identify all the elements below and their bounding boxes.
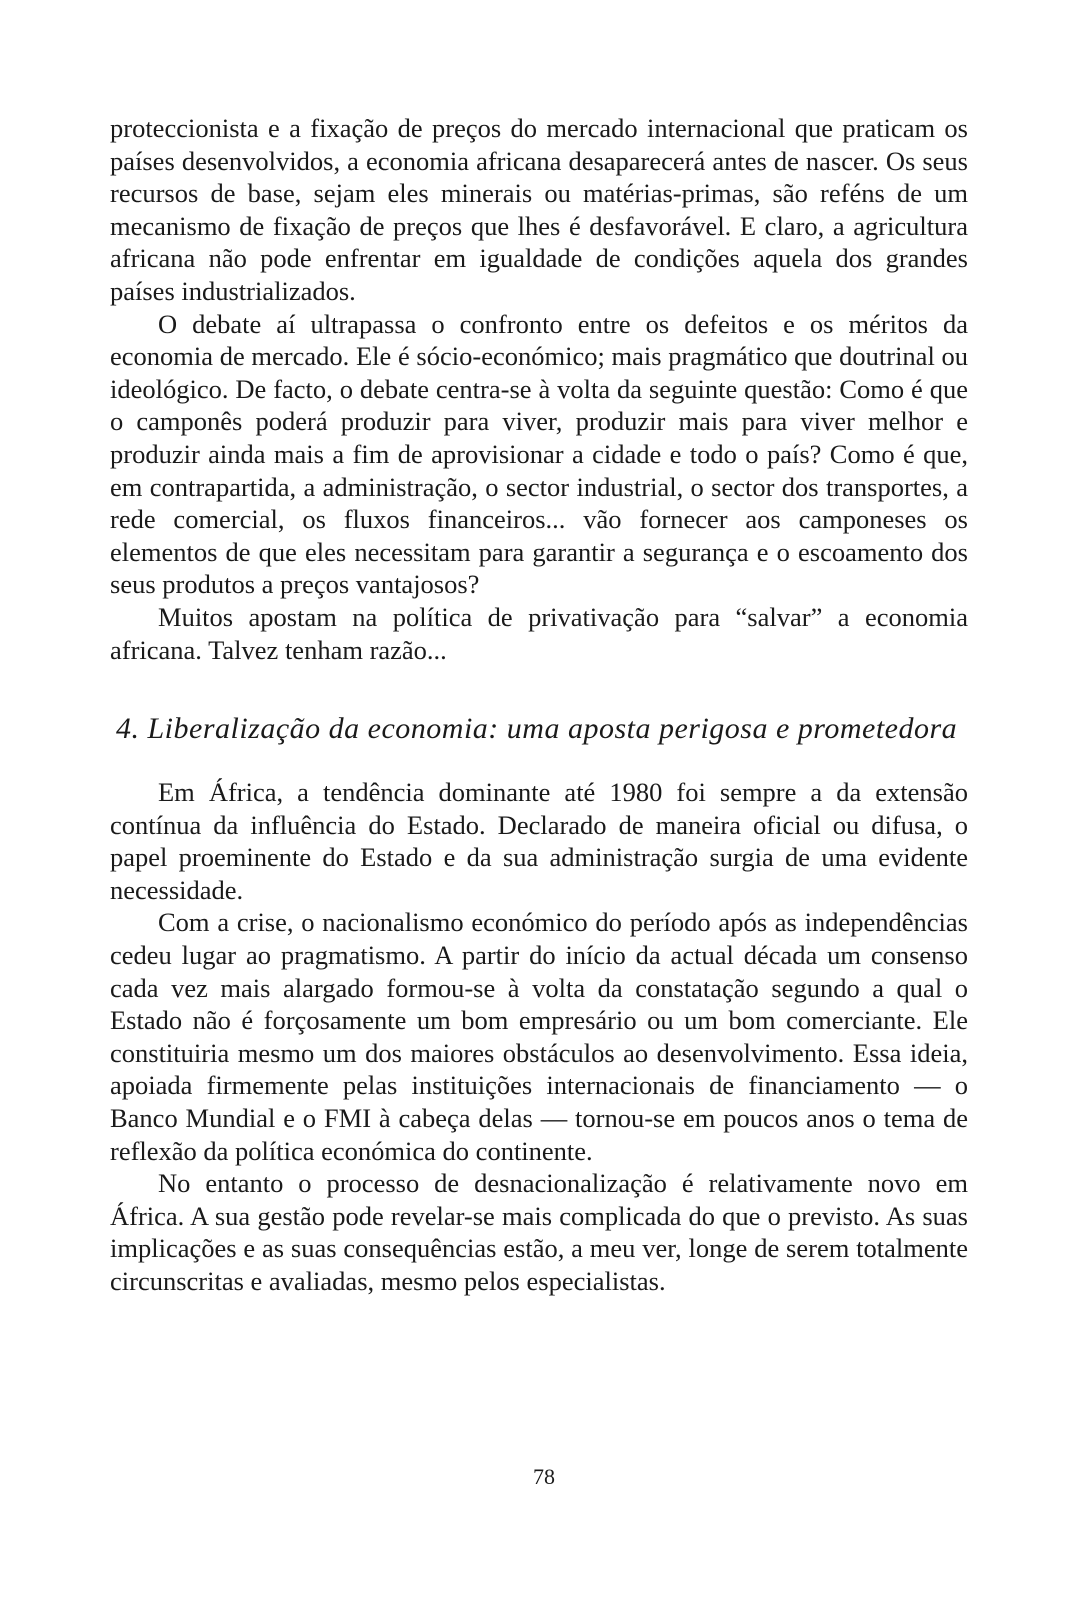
paragraph-denationalisation: No entanto o processo de desnacionalização é relativamente novo em África. A sua gestão pode revelar-se mais complicada do que o previsto. As suas implicações e as suas consequências estão, a meu ver, longe de serem totalmente circunscritas e avaliadas, mesmo pelos especialistas. xyxy=(110,1168,968,1296)
paragraph-crisis: Com a crise, o nacionalismo económico do período após as independências cedeu lugar ao pragmatismo. A partir do início da actual década um consenso cada vez mais alargado formou-se à volta da constatação segundo a qual o Estado não é forçosamente um bom empresário ou um bom comerciante. Ele constituiria mesmo um dos maiores obstáculos ao desenvolvimento. Essa ideia, apoiada firmemente pelas instituições internacionais de financiamento — o Banco Mundial e o FMI à cabeça delas — tornou-se em poucos anos o tema de reflexão da política económica do continente. xyxy=(110,907,968,1166)
paragraph-privatisation: Muitos apostam na política de privativação para “salvar” a economia africana. Talvez tenham razão... xyxy=(110,601,968,665)
section-heading: 4. Liberalização da economia: uma aposta perigosa e prometedora xyxy=(116,712,958,746)
paragraph-state-influence: Em África, a tendência dominante até 1980 foi sempre a da extensão contínua da influência do Estado. Declarado de maneira oficial ou difusa, o papel proeminente do Estado e da sua administração surgia de uma evidente necessidade. xyxy=(110,777,968,905)
paragraph-continuation: proteccionista e a fixação de preços do mercado internacional que praticam os países desenvolvidos, a economia africana desaparecerá antes de nascer. Os seus recursos de base, sejam eles minerais ou matérias-primas, são reféns de um mecanismo de fixação de preços que lhes é desfavorável. E claro, a agricultura africana não pode enfrentar em igualdade de condições aquela dos grandes países industrializados. xyxy=(110,113,968,306)
page-body xyxy=(110,112,968,1298)
page-number: 78 xyxy=(533,1464,555,1489)
paragraph-debate: O debate aí ultrapassa o confronto entre os defeitos e os méritos da economia de mercado. Ele é sócio-económico; mais pragmático que doutrinal ou ideológico. De facto, o debate centra-se à volta da seguinte questão: Como é que o camponês poderá produzir para viver, produzir mais para viver melhor e produzir ainda mais a fim de aprovisionar a cidade e todo o país? Como é que, em contrapartida, a administração, o sector industrial, o sector dos transportes, a rede comercial, os fluxos financeiros... vão fornecer aos camponeses os elementos de que eles necessitam para garantir a segurança e o escoamento dos seus produtos a preços vantajosos? xyxy=(110,308,968,600)
